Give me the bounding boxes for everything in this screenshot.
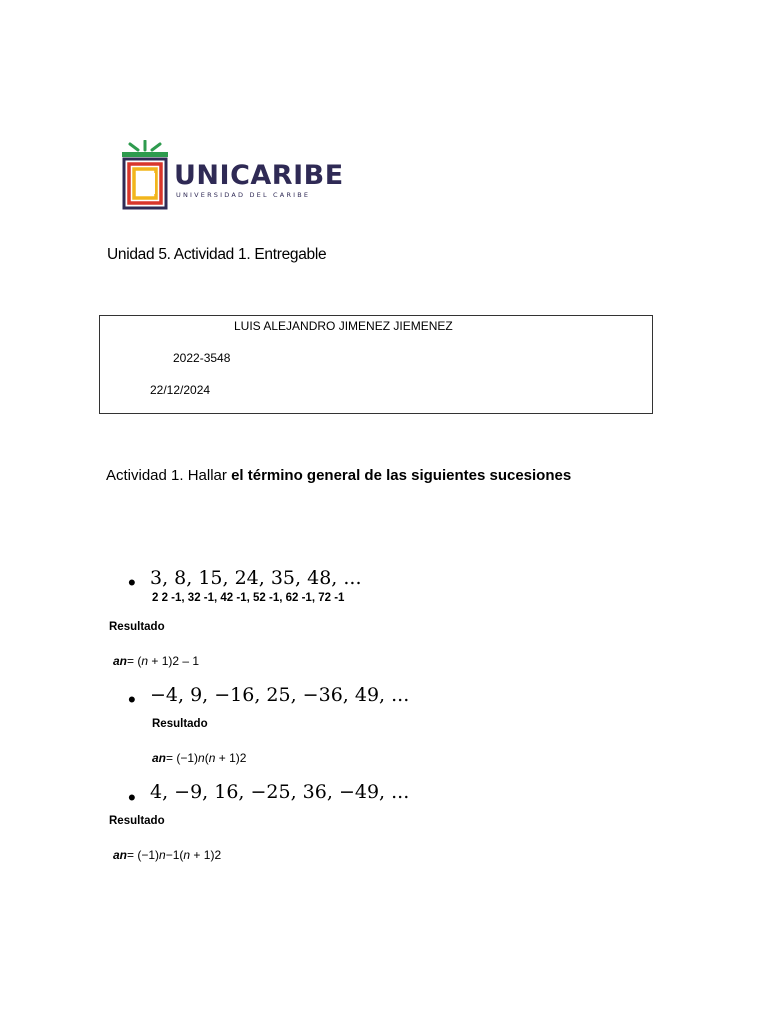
formula-3-an: an [113,848,128,862]
unit-title: Unidad 5. Actividad 1. Entregable [107,246,327,263]
bullet-1: • [128,570,136,595]
formula-2: an= (−1)n(n + 1)2 [152,751,247,765]
submission-date: 22/12/2024 [150,383,211,397]
result-label-1: Resultado [109,621,165,633]
result-label-3: Resultado [109,815,165,827]
bullet-3: • [128,785,136,810]
sequence-2: −4, 9, −16, 25, −36, 49, ... [150,684,410,706]
activity-bold-text: el término general de las siguientes sucesiones [231,467,572,484]
formula-3: an= (−1)n−1(n + 1)2 [113,848,222,862]
formula-1-an: an [113,654,128,668]
sequence-1: 3, 8, 15, 24, 35, 48, ... [150,567,362,589]
unicaribe-logo [120,140,344,215]
sequence-3: 4, −9, 16, −25, 36, −49, ... [150,781,410,803]
student-info-box [99,315,653,414]
activity-heading [106,467,571,484]
logo-brand-text: UNICARIBE [174,160,344,191]
bullet-2: • [128,687,136,712]
student-id: 2022-3548 [173,351,231,365]
formula-1: an= (n + 1)2 – 1 [113,654,200,668]
sequence-1-note: 2 2 -1, 32 -1, 42 -1, 52 -1, 62 -1, 72 -1 [152,592,345,604]
result-label-2: Resultado [152,718,208,730]
logo-subtitle: UNIVERSIDAD DEL CARIBE [176,191,311,199]
student-name: LUIS ALEJANDRO JIMENEZ JIEMENEZ [234,319,453,333]
formula-2-an: an [152,751,167,765]
activity-prefix: Actividad 1. Hallar [106,467,232,484]
logo-emblem-icon [120,140,170,212]
